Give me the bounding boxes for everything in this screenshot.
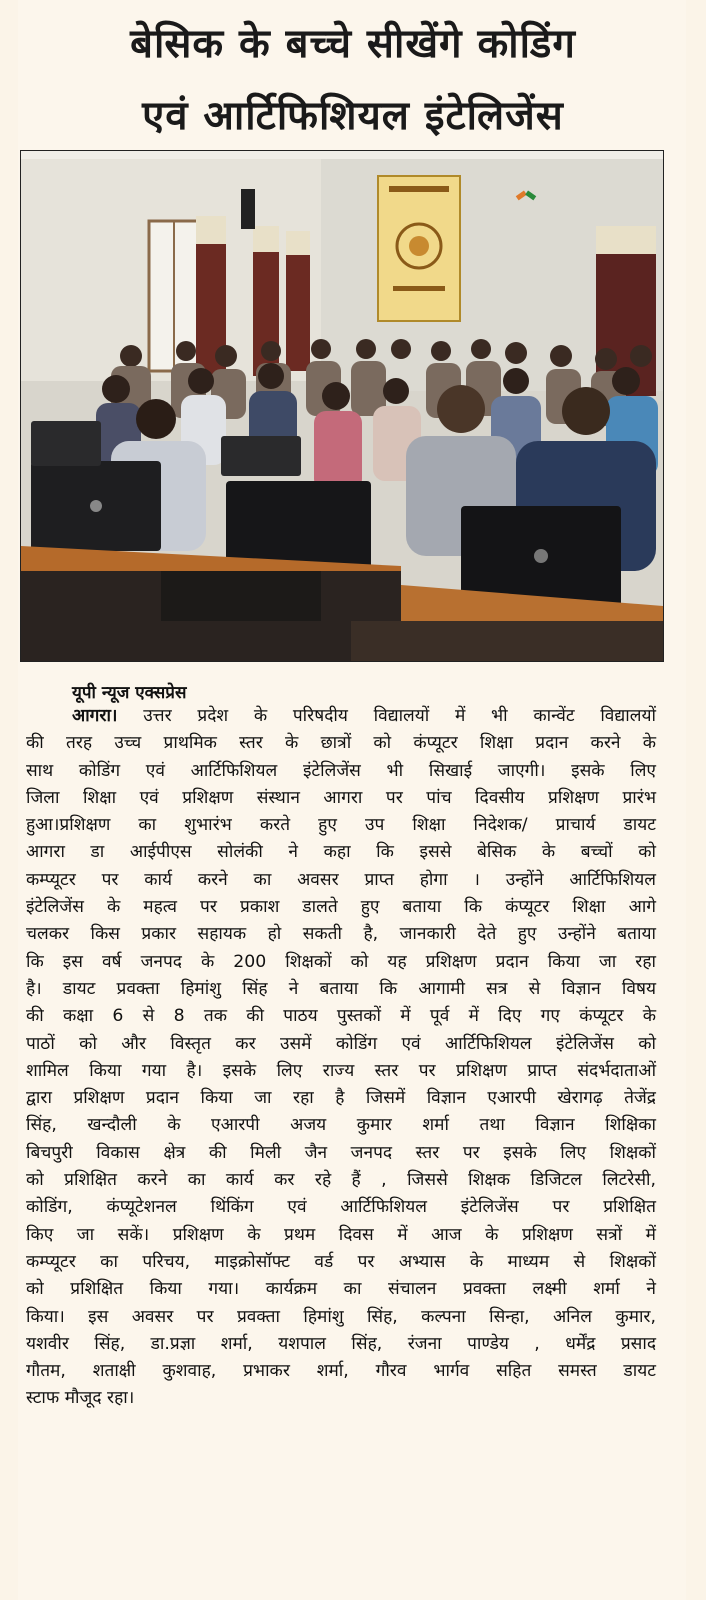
- article-line: इंटेलिजेंस के महत्व पर प्रकाश डालते हुए बताया कि कंप्यूटर शिक्षा आगे: [26, 897, 656, 918]
- article-line: किए जा सकें। प्रशिक्षण के प्रथम दिवस में आज के प्रशिक्षण सत्रों में: [26, 1224, 656, 1245]
- article-line: [26, 703, 656, 730]
- dateline: आगरा।: [72, 706, 118, 726]
- training-session-photo: [21, 151, 663, 661]
- article-line: शामिल किया गया है। इसके लिए राज्य स्तर पर प्रशिक्षण प्राप्त संदर्भदाताओं: [26, 1060, 656, 1081]
- article-line: स्टाफ मौजूद रहा।: [26, 1388, 135, 1409]
- article-line: की तरह उच्च प्राथमिक स्तर के छात्रों को कंप्यूटर शिक्षा प्रदान करने के: [26, 733, 656, 754]
- article-line: कि इस वर्ष जनपद के 200 शिक्षकों को यह प्रशिक्षण प्रदान किया जा रहा: [26, 951, 656, 972]
- news-photo: [20, 150, 664, 662]
- article-line: पाठों को और विस्तृत कर उसमें कोडिंग एवं आर्टिफिशियल इंटेलिजेंस को: [26, 1033, 656, 1054]
- article-line: सिंह, खन्दौली के एआरपी अजय कुमार शर्मा तथा विज्ञान शिक्षिका: [26, 1115, 656, 1136]
- article-line: साथ कोडिंग एवं आर्टिफिशियल इंटेलिजेंस भी सिखाई जाएगी। इसके लिए: [26, 760, 656, 781]
- article-line: कोडिंग, कंप्यूटेशनल थिंकिंग एवं आर्टिफिशियल इंटेलिजेंस पर प्रशिक्षित: [26, 1197, 656, 1218]
- headline-line-2: एवं आर्टिफिशियल इंटेलिजेंस: [142, 93, 564, 139]
- article-line: किया। इस अवसर पर प्रवक्ता हिमांशु सिंह, कल्पना सिन्हा, अनिल कुमार,: [26, 1306, 656, 1327]
- article-line: की कक्षा 6 से 8 तक की पाठय पुस्तकों में पूर्व में दिए गए कंप्यूटर के: [26, 1006, 656, 1027]
- article-line: है। डायट प्रवक्ता हिमांशु सिंह ने बताया कि आगामी सत्र से विज्ञान विषय: [26, 978, 656, 999]
- article-line: द्वारा प्रशिक्षण प्रदान किया जा रहा है जिसमें विज्ञान एआरपी खेरागढ़ तेजेंद्र: [26, 1088, 656, 1109]
- article-line: यशवीर सिंह, डा.प्रज्ञा शर्मा, यशपाल सिंह, रंजना पाण्डेय , धर्मेंद्र प्रसाद: [26, 1333, 656, 1354]
- article-line: जिला शिक्षा एवं प्रशिक्षण संस्थान आगरा पर पांच दिवसीय प्रशिक्षण प्रारंभ: [26, 787, 656, 808]
- article-line: कम्प्यूटर पर कार्य करने का अवसर प्राप्त होगा । उन्होंने आर्टिफिशियल: [26, 869, 656, 890]
- article-line: हुआ।प्रशिक्षण का शुभारंभ करते हुए उप शिक्षा निदेशक/ प्राचार्य डायट: [26, 815, 656, 836]
- article-line: गौतम, शताक्षी कुशवाह, प्रभाकर शर्मा, गौरव भार्गव सहित समस्त डायट: [26, 1361, 656, 1382]
- article-line: को प्रशिक्षित करने का कार्य कर रहे हैं , जिससे शिक्षक डिजिटल लिटरेसी,: [26, 1170, 656, 1191]
- byline: यूपी न्यूज एक्सप्रेस: [72, 683, 187, 703]
- article-line: आगरा डा आईपीएस सोलंकी ने कहा कि इससे बेसिक के बच्चों को: [26, 842, 656, 863]
- article-line: को प्रशिक्षित किया गया। कार्यक्रम का संचालन प्रवक्ता लक्ष्मी शर्मा ने: [26, 1279, 656, 1300]
- article-body: [26, 703, 656, 1413]
- article-line-text: उत्तर प्रदेश के परिषदीय विद्यालयों में भी कान्वेंट विद्यालयों: [117, 706, 656, 726]
- article-line: चलकर किस प्रकार सहायक हो सकती है, जानकारी देते हुए उन्होंने बताया: [26, 924, 656, 945]
- headline-line-1: बेसिक के बच्चे सीखेंगे कोडिंग: [130, 21, 576, 67]
- article-line: बिचपुरी विकास क्षेत्र की मिली जैन जनपद स्तर पर इसके लिए शिक्षकों: [26, 1142, 656, 1163]
- article-line: कम्प्यूटर का परिचय, माइक्रोसॉफ्ट वर्ड पर अभ्यास के माध्यम से शिक्षकों: [26, 1251, 656, 1272]
- headline: [0, 8, 706, 152]
